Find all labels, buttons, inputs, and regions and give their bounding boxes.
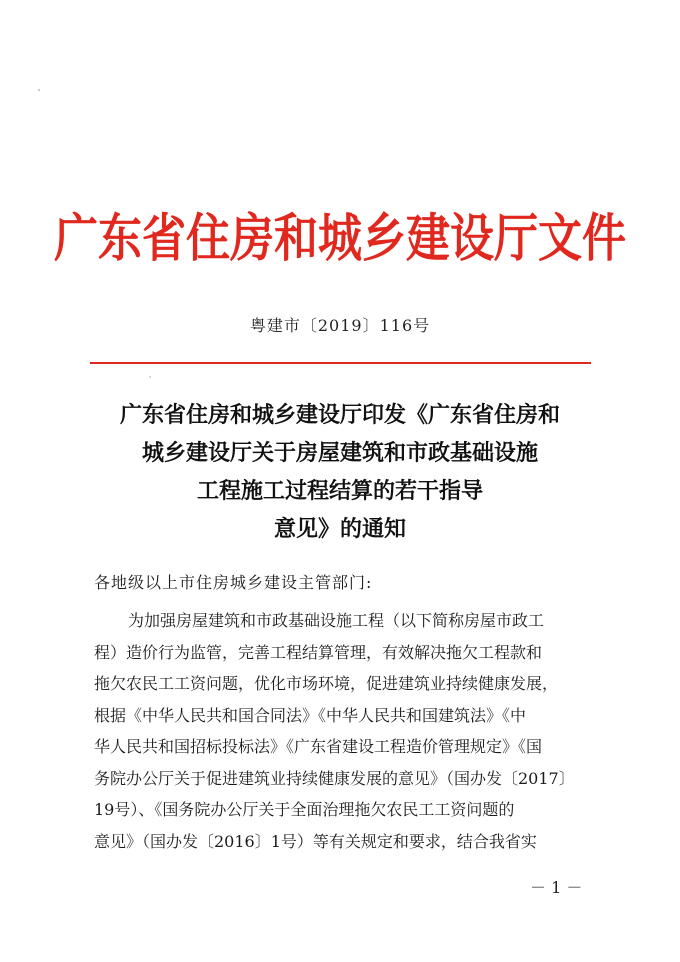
body-line: 华人民共和国招标投标法》《广东省建设工程造价管理规定》《国 xyxy=(94,737,543,756)
body-line: 意见》（国办发〔2016〕1号）等有关规定和要求，结合我省实 xyxy=(94,831,537,851)
notice-title-line: 广东省住房和城乡建设厅印发《广东省住房和 xyxy=(119,402,560,428)
notice-title-line: 意见》的通知 xyxy=(273,516,406,542)
body-line: 19号）、《国务院办公厅关于全面治理拖欠农民工工资问题的 xyxy=(94,800,515,819)
body-line: 程）造价行为监管，完善工程结算管理，有效解决拖欠工程款和 xyxy=(94,642,543,662)
addressee-line: 各地级以上市住房城乡建设主管部门: xyxy=(94,573,373,592)
page-number: － 1 － xyxy=(530,878,583,897)
body-line: 根据《中华人民共和国合同法》《中华人民共和国建筑法》《中 xyxy=(94,705,527,725)
body-line: 务院办公厅关于促进建筑业持续健康发展的意见》（国办发〔2017〕 xyxy=(94,768,575,788)
body-line: 为加强房屋建筑和市政基础设施工程（以下简称房屋市政工 xyxy=(128,611,545,630)
document-number: 粤建市〔2019〕116号 xyxy=(249,316,431,335)
issuer-header-title: 广东省住房和城乡建设厅文件 xyxy=(54,208,626,270)
notice-title-line: 工程施工过程结算的若干指导 xyxy=(196,478,483,504)
notice-title-line: 城乡建设厅关于房屋建筑和市政基础设施 xyxy=(141,440,538,466)
body-line: 拖欠农民工工资问题，优化市场环境，促进建筑业持续健康发展， xyxy=(94,674,559,693)
